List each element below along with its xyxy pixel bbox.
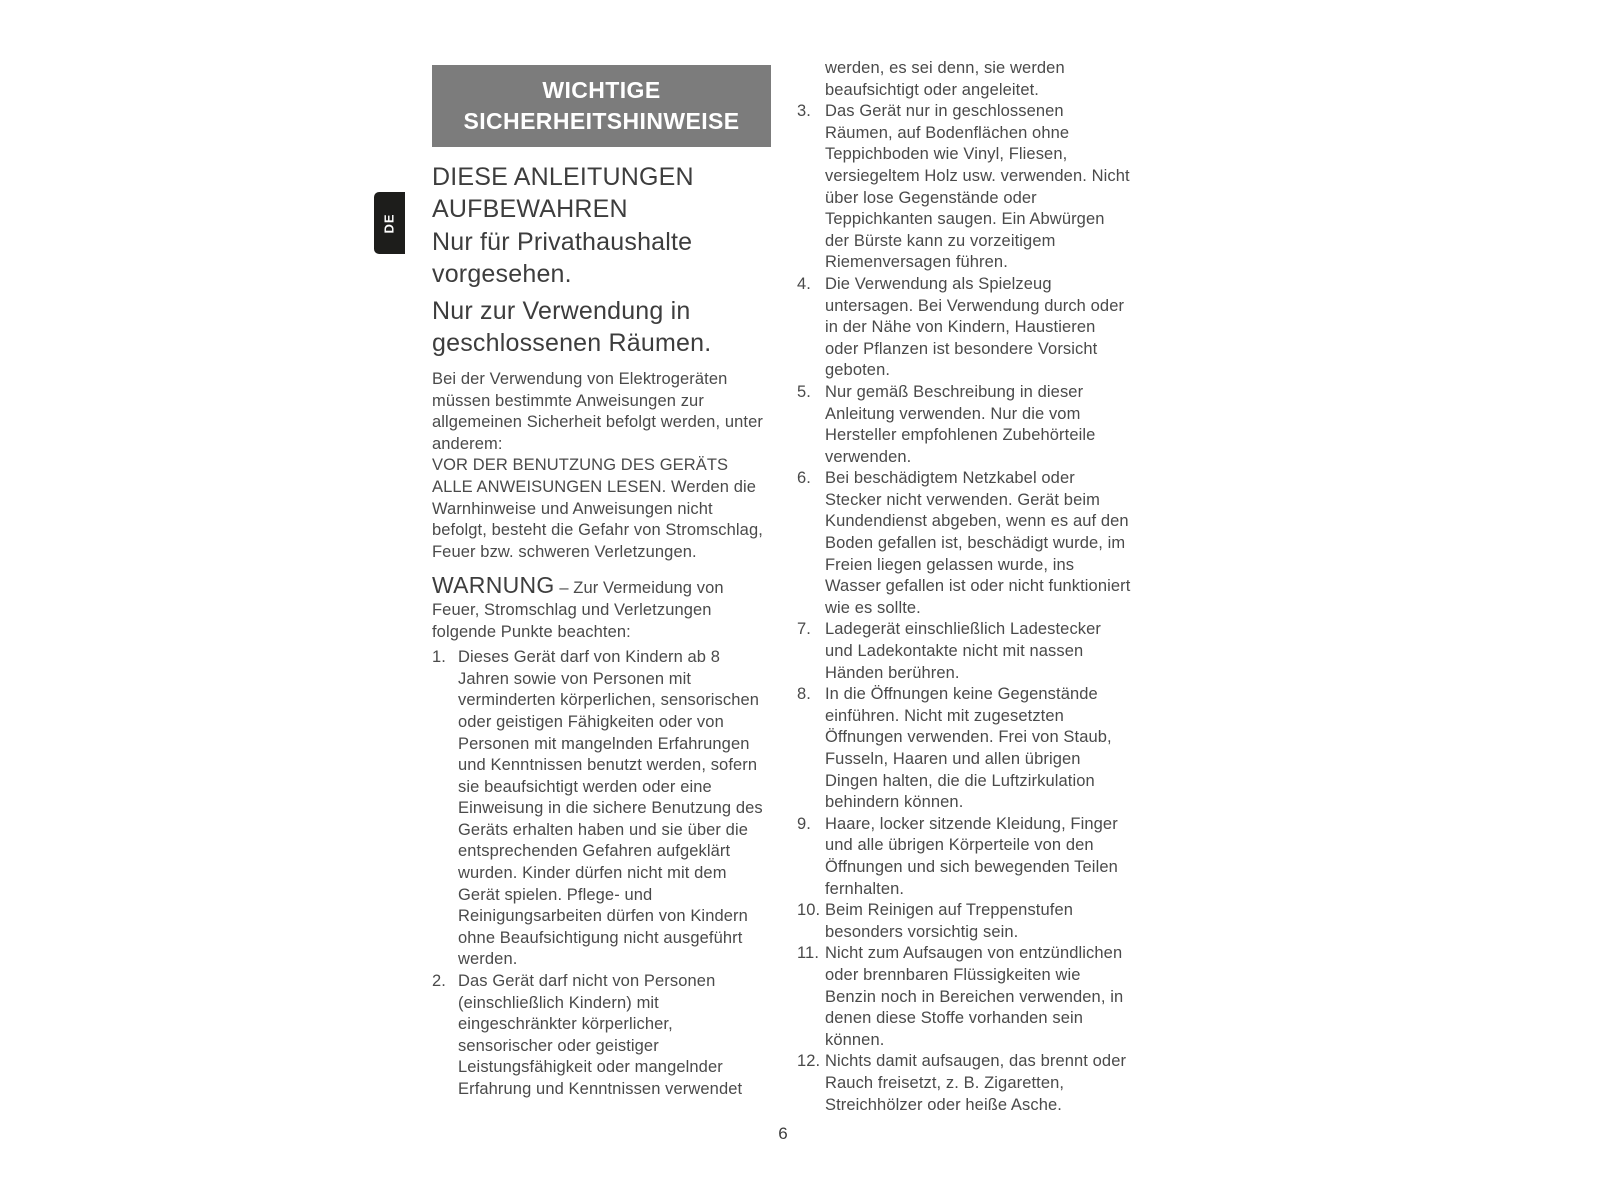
list-item-text: Die Verwendung als Spielzeug untersagen. Bei Verwendung durch oder in der Nähe von Kindern, Haustieren oder Pflanzen ist besondere Vorsicht geboten. [825,274,1125,380]
heading-keep-instructions: DIESE ANLEITUNGEN AUFBEWAHREN [432,163,694,223]
warning-paragraph [432,572,771,643]
list-item-text: Nur gemäß Beschreibung in dieser Anleitung verwenden. Nur die vom Hersteller empfohlenen Zubehörteile verwenden. [825,382,1096,466]
list-item [797,468,1131,619]
list-item-text: Beim Reinigen auf Treppenstufen besonders vorsichtig sein. [825,901,1074,941]
list-item [432,971,771,1101]
list-item-text: Dieses Gerät darf von Kindern ab 8 Jahren sowie von Personen mit verminderten körperlichen, sensorischen oder geistigen Fähigkeiten oder von Personen mit mangelnden Erfahrungen und Kenntnissen benutzt werden, sofern sie beaufsichtigt werden oder eine Einweisung in die sichere Benutzung des Geräts erhalten haben und sie über die entsprechenden Gefahren aufgeklärt wurden. Kinder dürfen nicht mit dem Gerät spielen. Pflege- und Reinigungsarbeiten dürfen von Kindern ohne Beaufsichtigung nicht ausgeführt werden. [458,648,763,969]
list-item-number: 8. [797,685,811,704]
list-item [797,619,1131,684]
list-item [797,274,1131,382]
list-item-number: 9. [797,814,811,833]
list-item [797,382,1131,468]
intro-paragraph: Bei der Verwendung von Elektrogeräten müssen bestimmte Anweisungen zur allgemeinen Sicherheit befolgt werden, unter anderem: [432,370,763,453]
left-column [432,65,771,1101]
safety-list-left [432,647,771,1100]
list-item-number: 10. [797,901,821,920]
page-number: 6 [778,1124,788,1143]
list-item-text: Ladegerät einschließlich Ladestecker und Ladekontakte nicht mit nassen Händen berühren. [825,620,1102,682]
caps-note-paragraph: VOR DER BENUTZUNG DES GERÄTS ALLE ANWEISUNGEN LESEN. Werden die Warnhinweise und Anweisungen nicht befolgt, besteht die Gefahr von Stromschlag, Feuer bzw. schweren Verletzungen. [432,456,763,561]
list-item [797,814,1131,900]
section-header-title: WICHTIGE SICHERHEITSHINWEISE [463,77,740,134]
right-column [797,58,1131,1116]
list-item-number: 2. [432,972,446,991]
warning-text: – Zur Vermeidung von Feuer, Stromschlag und Verletzungen folgende Punkte beachten: [432,579,724,641]
list-item-text: Bei beschädigtem Netzkabel oder Stecker nicht verwenden. Gerät beim Kundendienst abgeben, wenn es auf den Boden gefallen ist, beschädigt wurde, im Freien liegen gelassen wurde, ins Wasser gefallen ist oder nicht funktioniert wie es sollte. [825,469,1131,617]
list-item-number: 4. [797,274,811,293]
list-item-text: Nicht zum Aufsaugen von entzündlichen oder brennbaren Flüssigkeiten wie Benzin noch in Bereichen verwenden, in denen diese Stoffe vorhanden sein können. [825,944,1124,1049]
list-item-text: Das Gerät nur in geschlossenen Räumen, auf Bodenflächen ohne Teppichboden wie Vinyl, Fliesen, versiegeltem Holz usw. verwenden. Nicht über lose Gegenstände oder Teppichkanten saugen. Ein Abwürgen der Bürste kann zu vorzeitigem Riemenversagen führen. [825,102,1130,272]
list-item-number: 12. [797,1052,821,1071]
list-item-text: In die Öffnungen keine Gegenstände einführen. Nicht mit zugesetzten Öffnungen verwenden. Frei von Staub, Fusseln, Haaren und allen übrigen Dingen halten, die die Luftzirkulation behindern können. [825,685,1112,812]
list-item [797,684,1131,814]
list-item-number: 11. [797,944,820,963]
heading-indoor-use: Nur zur Verwendung in geschlossenen Räumen. [432,297,712,357]
list-item [432,647,771,971]
list-item [797,900,1131,943]
item-2-continuation: werden, es sei denn, sie werden beaufsichtigt oder angeleitet. [825,59,1065,99]
list-item-number: 1. [432,648,446,667]
list-item-number: 7. [797,620,811,639]
list-item-text: Nichts damit aufsaugen, das brennt oder Rauch freisetzt, z. B. Zigaretten, Streichhölzer oder heiße Asche. [825,1052,1127,1114]
section-header [432,65,771,147]
list-item [797,943,1131,1051]
language-tab [374,192,405,254]
warning-label: WARNUNG [432,572,555,599]
language-tab-label: DE [382,212,397,234]
list-item [797,1051,1131,1116]
list-item [797,101,1131,274]
list-item-number: 3. [797,102,811,121]
list-item-number: 5. [797,382,811,401]
list-item-text: Haare, locker sitzende Kleidung, Finger und alle übrigen Körperteile von den Öffnungen und sich bewegenden Teilen fernhalten. [825,814,1118,898]
heading-private-household: Nur für Privathaushalte vorgesehen. [432,228,693,288]
list-item-text: Das Gerät darf nicht von Personen (einschließlich Kindern) mit eingeschränkter körperlicher, sensorischer oder geistiger Leistungsfähigkeit oder mangelnder Erfahrung und Kenntnissen verwendet [458,972,743,1098]
safety-list-right [797,101,1131,1116]
list-item-number: 6. [797,469,811,488]
